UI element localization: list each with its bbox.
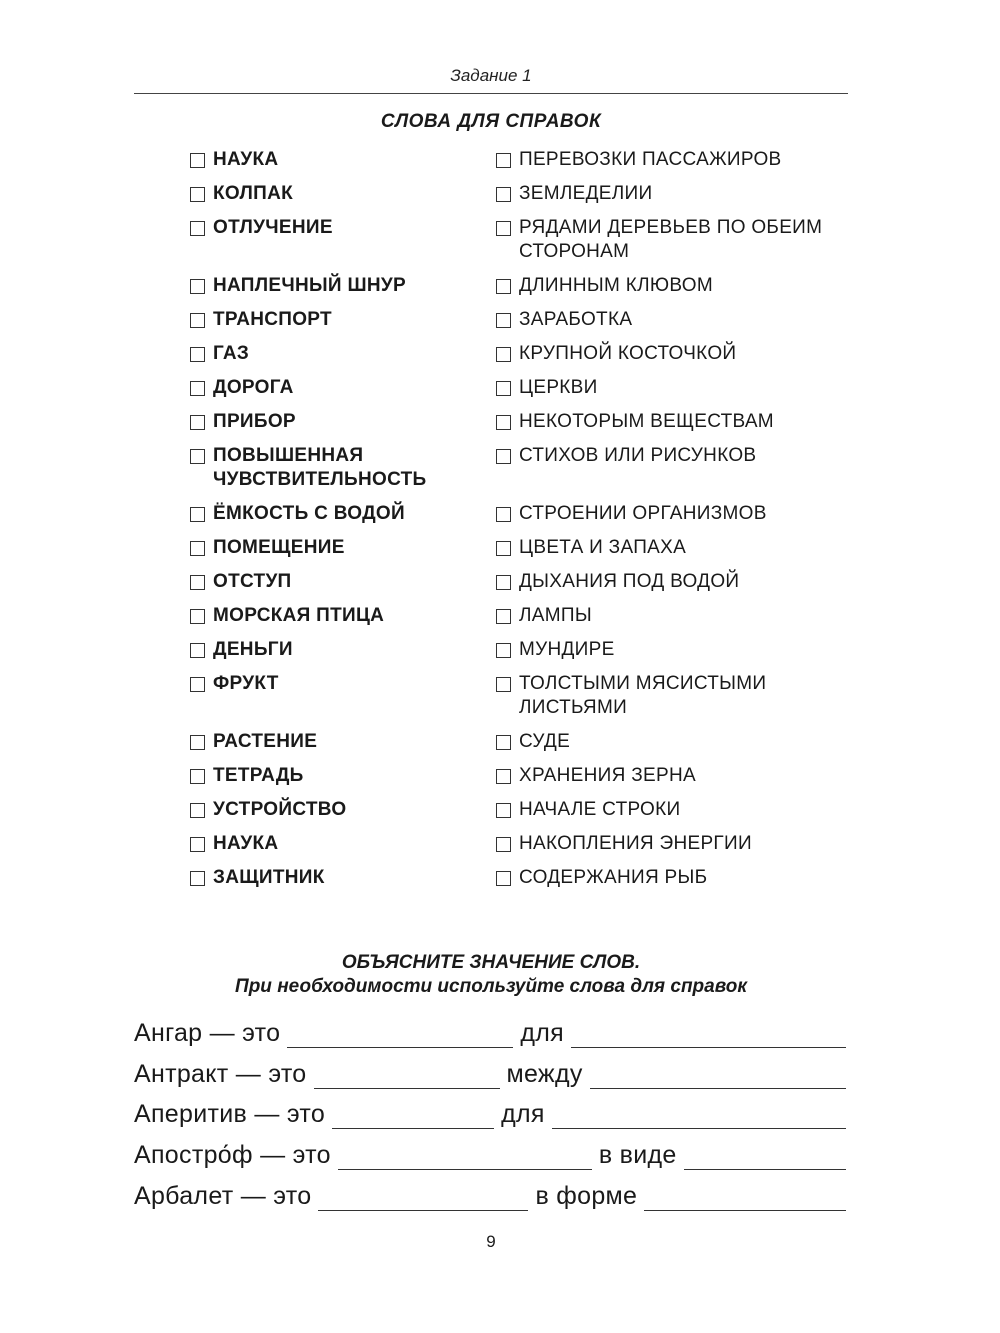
word-item xyxy=(190,182,496,206)
checkbox[interactable] xyxy=(496,803,511,818)
checkbox[interactable] xyxy=(496,541,511,556)
word-label: ОТСТУП xyxy=(213,571,292,592)
hint-item xyxy=(496,342,848,366)
hint-label: КРУПНОЙ КОСТОЧКОЙ xyxy=(519,343,737,364)
checkbox[interactable] xyxy=(190,677,205,692)
word-row xyxy=(190,604,850,628)
word-row xyxy=(190,536,850,560)
word-item xyxy=(190,536,496,560)
checkbox[interactable] xyxy=(496,643,511,658)
hint-item xyxy=(496,274,848,298)
word-row xyxy=(190,502,850,526)
checkbox[interactable] xyxy=(190,769,205,784)
checkbox[interactable] xyxy=(190,449,205,464)
hint-item xyxy=(496,764,848,788)
word-label: ПОМЕЩЕНИЕ xyxy=(213,537,345,558)
checkbox[interactable] xyxy=(190,221,205,236)
definition-connector: между xyxy=(506,1060,583,1088)
word-label: ФРУКТ xyxy=(213,673,279,694)
hint-label: СОДЕРЖАНИЯ РЫБ xyxy=(519,867,708,888)
hint-item xyxy=(496,672,848,720)
term-word: Аперитив xyxy=(134,1100,248,1128)
definition-line xyxy=(134,1095,846,1129)
answer-blank[interactable] xyxy=(590,1060,846,1089)
hint-label: СТРОЕНИИ ОРГАНИЗМОВ xyxy=(519,503,767,524)
task-header: Задание 1 xyxy=(450,66,532,85)
term-dash: — xyxy=(209,1019,235,1047)
word-item xyxy=(190,342,496,366)
checkbox[interactable] xyxy=(496,735,511,750)
hint-item xyxy=(496,216,848,264)
term-dash: — xyxy=(235,1060,262,1088)
definition-term xyxy=(134,1018,280,1048)
word-row xyxy=(190,764,850,788)
definition-line xyxy=(134,1055,846,1089)
hint-label: СУДЕ xyxy=(519,731,571,752)
word-label: МОРСКАЯ ПТИЦА xyxy=(213,605,385,626)
checkbox[interactable] xyxy=(190,735,205,750)
checkbox[interactable] xyxy=(496,449,511,464)
hint-label: ЗЕМЛЕДЕЛИИ xyxy=(519,183,653,204)
definition-connector: для xyxy=(501,1100,545,1128)
answer-blank[interactable] xyxy=(571,1019,846,1048)
definition-connector: в виде xyxy=(598,1141,677,1169)
word-row xyxy=(190,638,850,662)
word-label: НАУКА xyxy=(213,833,279,854)
word-label: ЗАЩИТНИК xyxy=(213,867,325,888)
hint-label: ДЛИННЫМ КЛЮВОМ xyxy=(519,275,713,296)
hint-label: ТОЛСТЫМИ МЯСИСТЫМИ ЛИСТЬЯМИ xyxy=(519,673,767,718)
term-eto: это xyxy=(292,1141,331,1169)
checkbox[interactable] xyxy=(190,279,205,294)
hint-item xyxy=(496,182,848,206)
word-row xyxy=(190,672,850,720)
checkbox[interactable] xyxy=(190,415,205,430)
checkbox[interactable] xyxy=(190,347,205,362)
word-row xyxy=(190,274,850,298)
hint-label: ЗАРАБОТКА xyxy=(519,309,633,330)
word-label: НАУКА xyxy=(213,149,279,170)
term-eto: это xyxy=(242,1019,281,1047)
instruction-heading: ОБЪЯСНИТЕ ЗНАЧЕНИЕ СЛОВ. xyxy=(341,952,641,973)
hint-label: ЦЕРКВИ xyxy=(519,377,598,398)
checkbox[interactable] xyxy=(496,837,511,852)
word-label: ДЕНЬГИ xyxy=(213,639,293,660)
checkbox[interactable] xyxy=(190,153,205,168)
word-item xyxy=(190,832,496,856)
hint-label: СТИХОВ ИЛИ РИСУНКОВ xyxy=(519,445,757,466)
checkbox[interactable] xyxy=(496,221,511,236)
definition-line xyxy=(134,1014,846,1048)
word-row xyxy=(190,444,850,492)
checkbox[interactable] xyxy=(190,871,205,886)
word-row xyxy=(190,342,850,366)
answer-blank[interactable] xyxy=(338,1141,592,1170)
hint-item xyxy=(496,730,848,754)
hint-label: НАКОПЛЕНИЯ ЭНЕРГИИ xyxy=(519,833,752,854)
hint-item xyxy=(496,502,848,526)
word-label: УСТРОЙСТВО xyxy=(213,799,347,820)
answer-blank[interactable] xyxy=(318,1182,528,1211)
word-item xyxy=(190,148,496,172)
word-item xyxy=(190,410,496,434)
hint-label: ПЕРЕВОЗКИ ПАССАЖИРОВ xyxy=(519,149,782,170)
word-item xyxy=(190,638,496,662)
definition-term xyxy=(134,1181,311,1211)
word-item xyxy=(190,274,496,298)
definition-term xyxy=(134,1099,325,1129)
checkbox[interactable] xyxy=(496,769,511,784)
definition-connector: для xyxy=(520,1019,564,1047)
checkbox[interactable] xyxy=(190,643,205,658)
term-word: Антракт xyxy=(134,1060,229,1088)
answer-blank[interactable] xyxy=(552,1100,846,1129)
word-label: ГАЗ xyxy=(213,343,250,364)
word-row xyxy=(190,410,850,434)
checkbox[interactable] xyxy=(190,837,205,852)
definition-line xyxy=(134,1136,846,1170)
word-label: ПОВЫШЕННАЯ ЧУВСТВИТЕЛЬНОСТЬ xyxy=(213,445,427,490)
page-number: 9 xyxy=(486,1232,496,1251)
word-item xyxy=(190,216,496,240)
answer-blank[interactable] xyxy=(332,1100,494,1129)
checkbox[interactable] xyxy=(496,279,511,294)
word-item xyxy=(190,444,496,492)
word-row xyxy=(190,730,850,754)
term-dash: — xyxy=(240,1182,267,1210)
word-row xyxy=(190,798,850,822)
checkbox[interactable] xyxy=(190,187,205,202)
hint-item xyxy=(496,866,848,890)
word-row xyxy=(190,182,850,206)
checkbox[interactable] xyxy=(190,575,205,590)
term-dash: — xyxy=(254,1100,280,1128)
hint-item xyxy=(496,308,848,332)
hint-item xyxy=(496,570,848,594)
hint-label: НЕКОТОРЫМ ВЕЩЕСТВАМ xyxy=(519,411,774,432)
hint-label: ХРАНЕНИЯ ЗЕРНА xyxy=(519,765,696,786)
word-row xyxy=(190,866,850,890)
word-item xyxy=(190,604,496,628)
hint-label: ЛАМПЫ xyxy=(519,605,592,626)
word-row xyxy=(190,216,850,264)
checkbox[interactable] xyxy=(496,381,511,396)
hint-item xyxy=(496,604,848,628)
word-label: ЁМКОСТЬ С ВОДОЙ xyxy=(213,503,405,524)
checkbox[interactable] xyxy=(496,871,511,886)
hint-label: МУНДИРЕ xyxy=(519,639,615,660)
word-item xyxy=(190,376,496,400)
checkbox[interactable] xyxy=(496,187,511,202)
hint-label: РЯДАМИ ДЕРЕВЬЕВ ПО ОБЕИМ СТОРОНАМ xyxy=(519,217,823,262)
hint-label: ДЫХАНИЯ ПОД ВОДОЙ xyxy=(519,571,740,592)
word-item xyxy=(190,764,496,788)
hint-item xyxy=(496,638,848,662)
term-eto: это xyxy=(273,1182,312,1210)
word-label: ОТЛУЧЕНИЕ xyxy=(213,217,333,238)
word-label: НАПЛЕЧНЫЙ ШНУР xyxy=(213,275,406,296)
word-row xyxy=(190,376,850,400)
term-eto: это xyxy=(286,1100,326,1128)
checkbox[interactable] xyxy=(496,153,511,168)
answer-blank[interactable] xyxy=(644,1182,846,1211)
word-row xyxy=(190,570,850,594)
term-word: Апостро́ф xyxy=(134,1141,253,1169)
word-item xyxy=(190,798,496,822)
checkbox[interactable] xyxy=(496,507,511,522)
word-label: ТРАНСПОРТ xyxy=(213,309,332,330)
term-dash: — xyxy=(260,1141,286,1169)
checkbox[interactable] xyxy=(496,347,511,362)
answer-blank[interactable] xyxy=(684,1141,846,1170)
word-row xyxy=(190,832,850,856)
hint-label: НАЧАЛЕ СТРОКИ xyxy=(519,799,681,820)
term-word: Ангар xyxy=(134,1019,203,1047)
definition-term xyxy=(134,1140,331,1170)
header-divider xyxy=(134,93,848,94)
word-item xyxy=(190,672,496,696)
checkbox[interactable] xyxy=(190,381,205,396)
term-word: Арбалет xyxy=(134,1182,234,1210)
word-item xyxy=(190,308,496,332)
section-title: СЛОВА ДЛЯ СПРАВОК xyxy=(380,111,602,132)
hint-item xyxy=(496,376,848,400)
word-row xyxy=(190,308,850,332)
checkbox[interactable] xyxy=(190,803,205,818)
answer-blank[interactable] xyxy=(287,1019,513,1048)
answer-blank[interactable] xyxy=(314,1060,500,1089)
word-row xyxy=(190,148,850,172)
checkbox[interactable] xyxy=(190,609,205,624)
hint-item xyxy=(496,148,848,172)
checkbox[interactable] xyxy=(496,415,511,430)
hint-item xyxy=(496,410,848,434)
checkbox[interactable] xyxy=(496,313,511,328)
word-item xyxy=(190,866,496,890)
hint-label: ЦВЕТА И ЗАПАХА xyxy=(519,537,687,558)
word-label: ПРИБОР xyxy=(213,411,296,432)
hint-item xyxy=(496,444,848,468)
term-eto: это xyxy=(268,1060,307,1088)
definition-connector: в форме xyxy=(535,1182,638,1210)
word-item xyxy=(190,730,496,754)
checkbox[interactable] xyxy=(496,677,511,692)
word-item xyxy=(190,570,496,594)
word-label: ТЕТРАДЬ xyxy=(213,765,304,786)
checkbox[interactable] xyxy=(190,541,205,556)
reference-word-list xyxy=(190,148,850,900)
hint-item xyxy=(496,832,848,856)
checkbox[interactable] xyxy=(190,507,205,522)
definition-line xyxy=(134,1177,846,1211)
checkbox[interactable] xyxy=(496,575,511,590)
hint-item xyxy=(496,798,848,822)
hint-item xyxy=(496,536,848,560)
word-label: РАСТЕНИЕ xyxy=(213,731,318,752)
word-item xyxy=(190,502,496,526)
definition-term xyxy=(134,1059,307,1089)
instruction-subheading: При необходимости используйте слова для справок xyxy=(235,976,747,997)
checkbox[interactable] xyxy=(496,609,511,624)
word-label: ДОРОГА xyxy=(213,377,294,398)
word-label: КОЛПАК xyxy=(213,183,294,204)
checkbox[interactable] xyxy=(190,313,205,328)
